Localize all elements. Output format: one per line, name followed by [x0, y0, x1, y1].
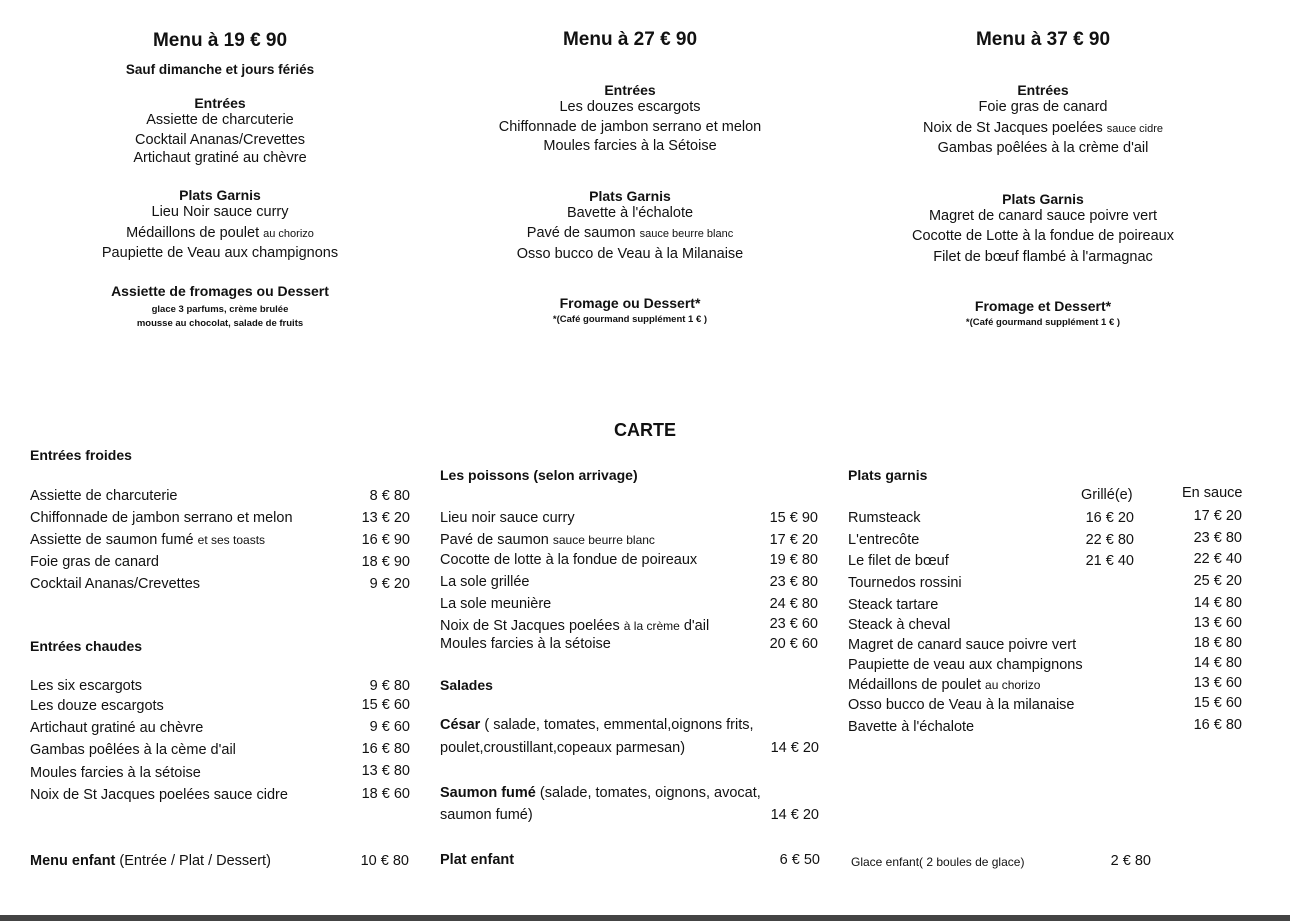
menu-37-90 [883, 29, 1203, 330]
carte-price: 8 € 80 [369, 488, 410, 504]
menu-item: Bavette à l'échalote [566, 204, 694, 221]
entrees-heading: Entrées [604, 82, 656, 98]
menu-item: Cocktail Ananas/Crevettes [134, 131, 306, 148]
carte-price: 17 € 20 [769, 532, 818, 548]
salade-saumon: Saumon fumé (salade, tomates, oignons, avocat, [440, 785, 761, 801]
salade-cesar: César ( salade, tomates, emmental,oignons frits, [440, 717, 754, 733]
carte-price: 15 € 90 [769, 510, 818, 526]
carte-price: 19 € 80 [769, 552, 818, 568]
menu-item: Cocotte de Lotte à la fondue de poireaux [912, 228, 1174, 244]
carte-item: Médaillons de poulet au chorizo [848, 677, 1041, 693]
price-sauce: 14 € 80 [1193, 655, 1242, 671]
carte-item: La sole grillée [440, 574, 530, 590]
carte-price: 18 € 90 [361, 554, 410, 570]
entrees-chaudes-heading: Entrées chaudes [30, 638, 143, 654]
carte-item: Lieu noir sauce curry [440, 510, 575, 526]
menu-item: Les douzes escargots [559, 99, 701, 115]
carte-price: 16 € 90 [361, 532, 410, 548]
menu-title: Menu à 19 € 90 [152, 30, 288, 51]
price-grille: 21 € 40 [1085, 553, 1134, 569]
carte-price: 6 € 50 [779, 852, 820, 868]
dessert-heading: Fromage et Dessert* [974, 298, 1112, 314]
carte-item: Magret de canard sauce poivre vert [848, 637, 1077, 653]
carte-price: 18 € 60 [361, 786, 410, 802]
carte-item: Bavette à l'échalote [848, 719, 975, 735]
carte-price: 13 € 80 [361, 763, 410, 779]
price-sauce: 17 € 20 [1193, 508, 1242, 524]
entrees-froides-heading: Entrées froides [30, 447, 132, 463]
price-sauce: 16 € 80 [1193, 717, 1242, 733]
carte-price: 9 € 80 [369, 678, 410, 694]
carte-price: 23 € 80 [769, 574, 818, 590]
menu-title: Menu à 37 € 90 [975, 29, 1111, 50]
menu-enfant: Menu enfant (Entrée / Plat / Dessert) [30, 853, 271, 869]
price-sauce: 13 € 60 [1193, 615, 1242, 631]
carte-item: L'entrecôte [848, 532, 920, 548]
menu-item: Artichaut gratiné au chèvre [133, 150, 307, 166]
carte-item: Moules farcies à la sétoise [440, 636, 611, 652]
carte-item: Noix de St Jacques poelées à la crème d'ail [440, 618, 710, 634]
menu-item: Noix de St Jacques poelées sauce cidre [922, 119, 1164, 136]
dessert-note: *(Café gourmand supplément 1 € ) [552, 314, 708, 325]
salade-saumon-line2: saumon fumé) [440, 807, 533, 823]
price-grille: 16 € 20 [1085, 510, 1134, 526]
menu-item: Osso bucco de Veau à la Milanaise [516, 245, 744, 262]
menu-27-90 [470, 29, 790, 327]
dessert-note: *(Café gourmand supplément 1 € ) [965, 317, 1121, 328]
plats-garnis-heading: Plats garnis [848, 467, 928, 483]
carte-price: 10 € 80 [360, 853, 409, 869]
carte-item: Les douze escargots [30, 698, 164, 714]
carte-item: Gambas poêlées à la cème d'ail [30, 742, 236, 758]
poissons-heading: Les poissons (selon arrivage) [440, 467, 638, 483]
dessert-note: glace 3 parfums, crème brulée [151, 303, 289, 315]
plats-heading: Plats Garnis [589, 187, 671, 204]
entrees-heading: Entrées [194, 95, 246, 111]
price-sauce: 14 € 80 [1193, 595, 1242, 611]
menu-item: Moules farcies à la Sétoise [543, 138, 717, 154]
menu-19-90 [70, 30, 370, 331]
dessert-note: mousse au chocolat, salade de fruits [136, 317, 304, 329]
plats-heading: Plats Garnis [179, 187, 261, 203]
price-sauce: 15 € 60 [1193, 695, 1242, 711]
carte-item: Assiette de saumon fumé et ses toasts [30, 532, 266, 548]
menu-item: Lieu Noir sauce curry [151, 204, 289, 220]
carte-price: 15 € 60 [361, 697, 410, 713]
price-sauce: 25 € 20 [1193, 573, 1242, 589]
menu-title: Menu à 27 € 90 [562, 29, 698, 50]
carte-price: 24 € 80 [769, 596, 818, 612]
price-grille: 22 € 80 [1085, 532, 1134, 548]
plats-heading: Plats Garnis [1002, 190, 1084, 207]
carte-item: Pavé de saumon sauce beurre blanc [440, 532, 655, 548]
carte-price: 13 € 20 [361, 510, 410, 526]
glace-enfant: Glace enfant( 2 boules de glace) [851, 855, 1025, 869]
carte-price: 14 € 20 [770, 740, 819, 756]
carte-item: Assiette de charcuterie [30, 488, 178, 504]
carte-price: 16 € 80 [361, 741, 410, 757]
column-header-sauce: En sauce [1182, 485, 1243, 501]
carte-item: Tournedos rossini [848, 575, 962, 591]
plat-enfant: Plat enfant [440, 852, 515, 868]
carte-item: Moules farcies à la sétoise [30, 765, 201, 781]
carte-item: Le filet de bœuf [848, 553, 949, 569]
salade-cesar-line2: poulet,croustillant,copeaux parmesan) [440, 740, 686, 756]
carte-price: 23 € 60 [769, 616, 818, 632]
page-bottom-border [0, 915, 1290, 921]
menu-item: Magret de canard sauce poivre vert [928, 207, 1158, 224]
carte-item: Steack à cheval [848, 617, 951, 633]
menu-item: Foie gras de canard [978, 99, 1108, 115]
carte-item: Noix de St Jacques poelées sauce cidre [30, 787, 288, 803]
menu-subtitle: Sauf dimanche et jours fériés [125, 62, 315, 77]
dessert-heading: Fromage ou Dessert* [559, 295, 701, 311]
carte-price: 14 € 20 [770, 807, 819, 823]
carte-item: Cocktail Ananas/Crevettes [30, 576, 201, 592]
carte-item: Osso bucco de Veau à la milanaise [848, 697, 1075, 713]
menu-item: Chiffonnade de jambon serrano et melon [498, 118, 762, 135]
price-sauce: 13 € 60 [1193, 675, 1242, 691]
menu-item: Assiette de charcuterie [146, 112, 294, 128]
carte-price: 2 € 80 [1110, 853, 1151, 869]
carte-item: Cocotte de lotte à la fondue de poireaux [440, 552, 698, 568]
carte-item: Chiffonnade de jambon serrano et melon [30, 510, 293, 526]
carte-item: Paupiette de veau aux champignons [848, 657, 1083, 673]
carte-item: Artichaut gratiné au chèvre [30, 720, 204, 736]
column-header-grille: Grillé(e) [1081, 487, 1133, 503]
carte-item: Rumsteack [848, 510, 921, 526]
carte-title: CARTE [614, 420, 676, 440]
menu-item: Pavé de saumon sauce beurre blanc [526, 225, 734, 241]
price-sauce: 18 € 80 [1193, 635, 1242, 651]
entrees-heading: Entrées [1017, 82, 1069, 98]
carte-item: La sole meunière [440, 596, 552, 612]
carte-item: Foie gras de canard [30, 554, 159, 570]
menu-item: Paupiette de Veau aux champignons [101, 245, 339, 261]
dessert-heading: Assiette de fromages ou Dessert [111, 282, 329, 299]
menu-item: Filet de bœuf flambé à l'armagnac [933, 248, 1153, 265]
carte-item: Les six escargots [30, 678, 143, 694]
menu-item: Gambas poêlées à la crème d'ail [937, 140, 1149, 156]
carte-price: 9 € 60 [369, 719, 410, 735]
salades-heading: Salades [440, 677, 493, 693]
price-sauce: 23 € 80 [1193, 530, 1242, 546]
carte-item: Steack tartare [848, 597, 939, 613]
carte-price: 9 € 20 [369, 576, 410, 592]
price-sauce: 22 € 40 [1193, 551, 1242, 567]
carte-price: 20 € 60 [769, 636, 818, 652]
menu-item: Médaillons de poulet au chorizo [126, 224, 314, 241]
